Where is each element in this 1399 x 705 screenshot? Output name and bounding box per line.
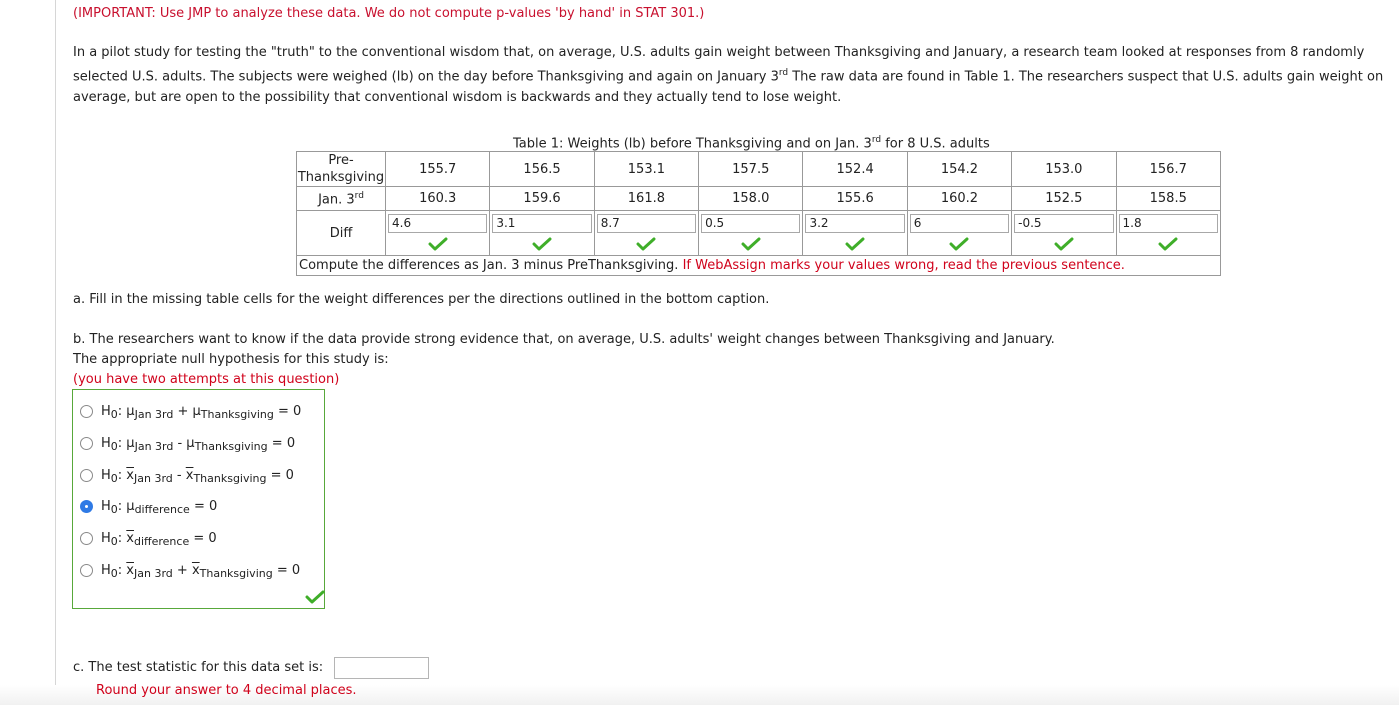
table-row-pre — [297, 152, 1221, 187]
left-divider — [55, 0, 56, 705]
jan-cell: 155.6 — [803, 187, 907, 211]
weights-table — [296, 151, 1221, 276]
pre-cell: 153.1 — [594, 152, 698, 187]
table-caption: Table 1: Weights (lb) before Thanksgiving and on Jan. 3rd for 8 U.S. adults — [513, 135, 990, 152]
option-label: $H_0$: $\mu_{Jan 3rd} + \mu_{Thanksgiving} = 0$ — [101, 403, 302, 421]
pre-cell: 155.7 — [386, 152, 490, 187]
option-label: $H_0$: $\mu_{Jan 3rd} - \mu_{Thanksgiving} = 0$ — [101, 435, 296, 453]
diff-input[interactable]: 3.1 — [492, 214, 591, 233]
table-row-jan — [297, 187, 1221, 211]
diff-input[interactable]: 4.6 — [388, 214, 487, 233]
question-b-prompt: The appropriate null hypothesis for this study is: — [73, 352, 389, 367]
jan-cell: 160.3 — [386, 187, 490, 211]
pre-cell: 156.5 — [490, 152, 594, 187]
diff-input[interactable]: -0.5 — [1014, 214, 1113, 233]
table-footer: Compute the differences as Jan. 3 minus PreThanksgiving. If WebAssign marks your values wrong, read the previous sentence. — [297, 256, 1221, 276]
diff-input[interactable]: 8.7 — [597, 214, 696, 233]
option-label: $H_0$: $\overline{x}_{Jan 3rd} - \overline{x}_{Thanksgiving} = 0$ — [101, 467, 294, 485]
option-4[interactable] — [80, 497, 217, 515]
check-icon — [1054, 237, 1074, 251]
diff-cell — [1116, 211, 1220, 256]
question-a: a. Fill in the missing table cells for the weight differences per the directions outlined in the bottom caption. — [73, 292, 770, 307]
jan-cell: 158.5 — [1116, 187, 1220, 211]
check-icon — [532, 237, 552, 251]
radio-button[interactable] — [80, 564, 93, 577]
intro-paragraph: In a pilot study for testing the "truth" to the conventional wisdom that, on average, U.S. adults gain weight between Thanksgiving and January, a research team looked at responses from 8 randomly selected U.S. adults. The subjects were weighed (lb) on the day before Thanksgiving and again on January 3rd The raw data are found in Table 1. The researchers suspect that U.S. adults gain weight on average, but are open to the possibility that conventional wisdom is backwards and they actually tend to lose weight. — [73, 45, 1384, 106]
question-b: b. The researchers want to know if the data provide strong evidence that, on average, U.S. adults' weight changes between Thanksgiving and January. — [73, 332, 1055, 347]
option-label: $H_0$: $\overline{x}_{difference} = 0$ — [101, 530, 217, 548]
diff-input[interactable]: 0.5 — [701, 214, 800, 233]
radio-button-selected[interactable] — [80, 500, 93, 513]
diff-cell — [386, 211, 490, 256]
diff-cell — [1012, 211, 1116, 256]
option-label: $H_0$: $\mu_{difference} = 0$ — [101, 498, 218, 516]
diff-cell — [803, 211, 907, 256]
radio-button[interactable] — [80, 405, 93, 418]
option-5[interactable] — [80, 529, 217, 547]
row-label-pre: Pre-Thanksgiving — [297, 153, 385, 185]
important-note: (IMPORTANT: Use JMP to analyze these data. We do not compute p-values 'by hand' in STAT 301.) — [73, 6, 705, 21]
check-icon — [305, 590, 325, 604]
diff-input[interactable]: 1.8 — [1119, 214, 1218, 233]
jan-cell: 161.8 — [594, 187, 698, 211]
row-label-jan: Jan. 3rd — [297, 187, 386, 211]
option-1[interactable] — [80, 402, 301, 420]
hypothesis-options — [72, 389, 325, 609]
diff-cell — [699, 211, 803, 256]
question-c: c. The test statistic for this data set is: — [73, 660, 324, 675]
radio-button[interactable] — [80, 437, 93, 450]
option-6[interactable] — [80, 561, 300, 579]
diff-input[interactable]: 6 — [910, 214, 1009, 233]
check-icon — [428, 237, 448, 251]
pre-cell: 156.7 — [1116, 152, 1220, 187]
option-label: $H_0$: $\overline{x}_{Jan 3rd} + \overline{x}_{Thanksgiving} = 0$ — [101, 562, 301, 580]
radio-button[interactable] — [80, 469, 93, 482]
jan-cell: 160.2 — [907, 187, 1011, 211]
jan-cell: 158.0 — [699, 187, 803, 211]
table-row-diff — [297, 211, 1221, 256]
jan-cell: 152.5 — [1012, 187, 1116, 211]
option-2[interactable] — [80, 434, 295, 452]
row-label-diff: Diff — [297, 211, 386, 256]
pre-cell: 157.5 — [699, 152, 803, 187]
diff-cell — [907, 211, 1011, 256]
diff-input[interactable]: 3.2 — [805, 214, 904, 233]
round-note: Round your answer to 4 decimal places. — [96, 683, 357, 698]
option-3[interactable] — [80, 466, 294, 484]
check-icon — [741, 237, 761, 251]
diff-cell — [490, 211, 594, 256]
test-statistic-input[interactable] — [334, 657, 429, 679]
check-icon — [636, 237, 656, 251]
check-icon — [949, 237, 969, 251]
radio-button[interactable] — [80, 532, 93, 545]
jan-cell: 159.6 — [490, 187, 594, 211]
diff-cell — [594, 211, 698, 256]
check-icon — [845, 237, 865, 251]
pre-cell: 153.0 — [1012, 152, 1116, 187]
check-icon — [1158, 237, 1178, 251]
pre-cell: 154.2 — [907, 152, 1011, 187]
attempts-note: (you have two attempts at this question) — [73, 372, 340, 387]
pre-cell: 152.4 — [803, 152, 907, 187]
table-footer-row — [297, 256, 1221, 276]
